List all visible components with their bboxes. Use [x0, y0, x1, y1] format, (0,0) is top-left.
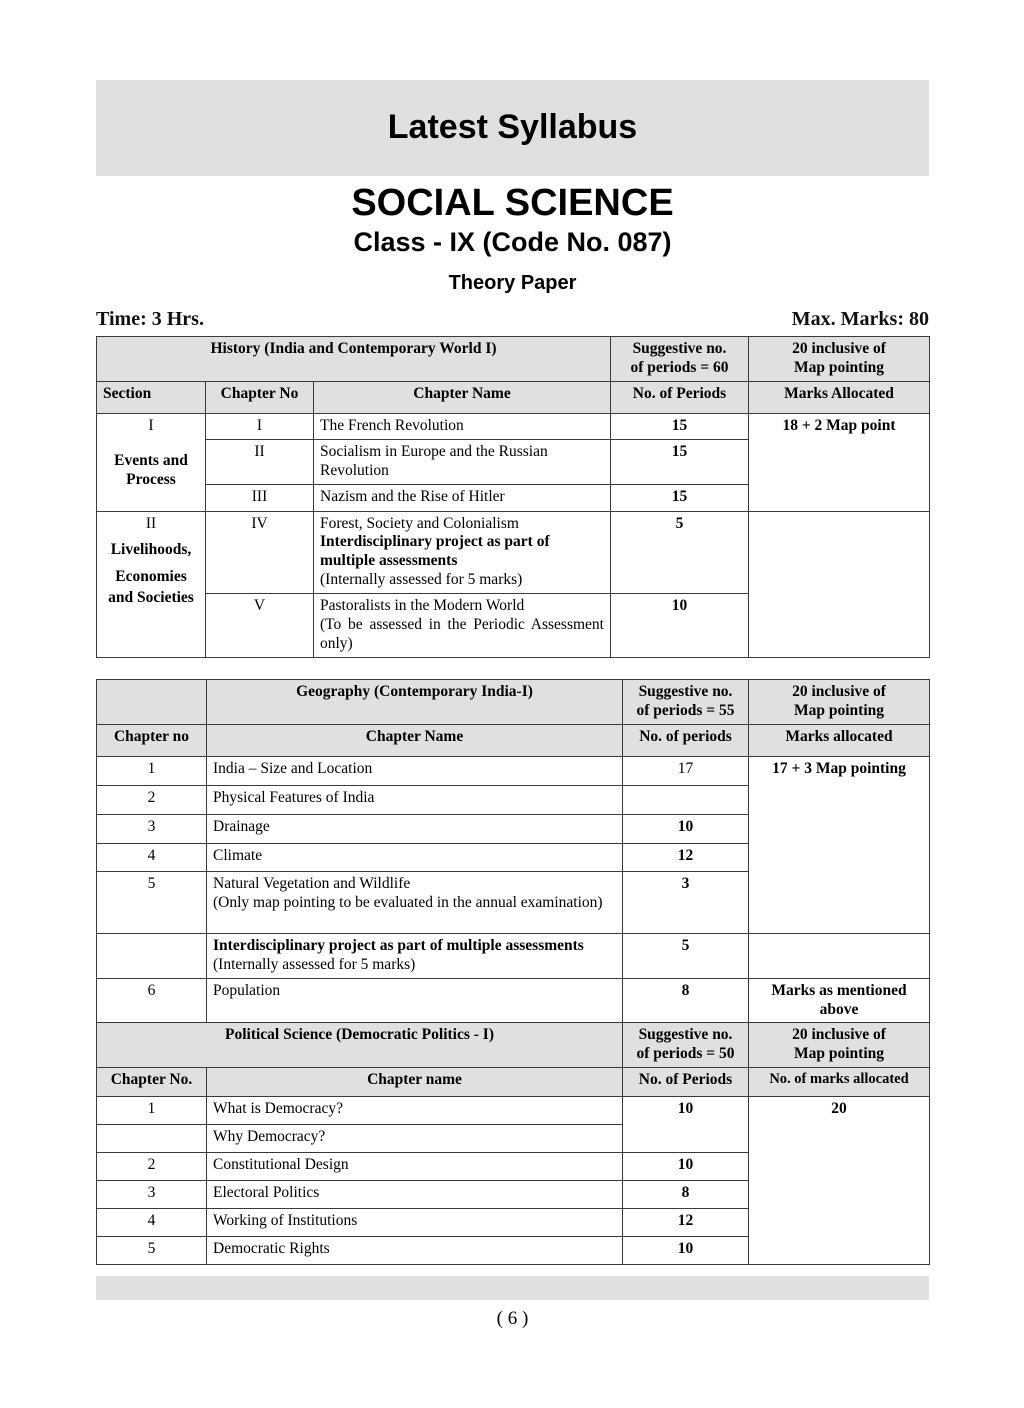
periods-cell: 3 — [623, 871, 749, 933]
table-column-header-row — [97, 381, 930, 413]
section-I-marks-cell: 18 + 2 Map point — [749, 413, 930, 511]
geo-marks-group-1: 17 + 3 Map pointing — [749, 756, 930, 933]
history-marks-note-line2: Map pointing — [793, 358, 884, 376]
chapter-name-cell: The French Revolution — [314, 413, 611, 439]
chapter-no-cell: II — [206, 439, 314, 484]
chapter-name-paren-note: (Internally assessed for 5 marks) — [213, 955, 416, 973]
geography-periods-note — [623, 680, 749, 725]
table-header-row — [97, 680, 930, 725]
history-marks-note — [749, 337, 930, 382]
chapter-name-cell: Constitutional Design — [207, 1153, 623, 1181]
chapter-no-cell: I — [206, 413, 314, 439]
chapter-name-cell: India – Size and Location — [207, 756, 623, 785]
chapter-no-cell: 1 — [97, 1097, 207, 1125]
section-I-roman: I — [148, 416, 154, 434]
chapter-no-cell: 2 — [97, 785, 207, 814]
chapter-name-paren-note: (To be assessed in the Periodic Assessment only) — [320, 616, 604, 652]
periods-cell — [623, 785, 749, 814]
chapter-no-cell: 3 — [97, 1181, 207, 1209]
periods-cell: 10 — [611, 594, 749, 658]
geography-polsci-syllabus-table — [96, 679, 930, 1265]
section-II-roman: II — [145, 514, 157, 532]
section-II-label-line2: Economies — [115, 568, 187, 586]
chapter-name-paren-note: (Only map pointing to be evaluated in the annual examination) — [213, 893, 603, 911]
chapter-no-cell: 5 — [97, 871, 207, 933]
exam-meta-row — [96, 308, 929, 332]
paper-type-label: Theory Paper — [448, 272, 577, 294]
latest-syllabus-banner — [96, 80, 929, 176]
table-header-row — [97, 1023, 930, 1068]
max-marks-label: Max. Marks: 80 — [791, 308, 929, 330]
section-I-label-line1: Events and — [114, 451, 188, 469]
periods-cell: 10 — [623, 814, 749, 843]
geo-marks-note-line2: Map pointing — [793, 701, 884, 719]
geo-periods-note-line1: Suggestive no. — [638, 683, 733, 700]
chapter-no-cell: 4 — [97, 843, 207, 871]
col-polsci-marks: No. of marks allocated — [749, 1068, 930, 1097]
chapter-name-bold-note: Interdisciplinary project as part of multiple assessments — [213, 936, 584, 954]
chapter-no-cell: 4 — [97, 1209, 207, 1237]
chapter-name-cell — [314, 594, 611, 658]
periods-cell: 15 — [611, 484, 749, 511]
chapter-name-main: Natural Vegetation and Wildlife — [213, 874, 411, 892]
table-row — [97, 1097, 930, 1125]
periods-cell: 12 — [623, 1209, 749, 1237]
periods-cell: 10 — [623, 1097, 749, 1153]
periods-cell: 5 — [611, 511, 749, 594]
chapter-name-cell: Socialism in Europe and the Russian Revolution — [314, 439, 611, 484]
polsci-marks-note-line1: 20 inclusive of — [792, 1026, 886, 1044]
table-row — [97, 933, 930, 978]
periods-cell: 12 — [623, 843, 749, 871]
section-II-label-line3: and Societies — [108, 589, 194, 607]
history-marks-note-line1: 20 inclusive of — [792, 340, 886, 357]
table-row — [97, 413, 930, 439]
chapter-no-cell-empty — [97, 933, 207, 978]
table-row — [97, 978, 930, 1023]
chapter-name-paren-note: (Internally assessed for 5 marks) — [320, 571, 523, 589]
chapter-name-cell: Democratic Rights — [207, 1237, 623, 1265]
time-label: Time: 3 Hrs. — [96, 308, 204, 330]
chapter-name-cell: Working of Institutions — [207, 1209, 623, 1237]
col-marks-allocated: Marks Allocated — [749, 381, 930, 413]
chapter-no-cell: 1 — [97, 756, 207, 785]
chapter-no-cell: V — [206, 594, 314, 658]
chapter-name-cell — [314, 511, 611, 594]
chapter-name-main: Pastoralists in the Modern World — [320, 597, 525, 615]
chapter-name-cell: Population — [207, 978, 623, 1023]
history-periods-note-line2: of periods = 60 — [630, 358, 729, 376]
table-row — [97, 756, 930, 785]
footer-band — [96, 1276, 929, 1300]
chapter-name-cell: Drainage — [207, 814, 623, 843]
history-periods-note-line1: Suggestive no. — [632, 340, 727, 357]
chapter-name-cell: Climate — [207, 843, 623, 871]
table-header-row — [97, 337, 930, 382]
chapter-name-cell: Electoral Politics — [207, 1181, 623, 1209]
polsci-title-cell: Political Science (Democratic Politics - I) — [97, 1023, 623, 1068]
col-geo-marks: Marks allocated — [749, 724, 930, 756]
polsci-periods-note — [623, 1023, 749, 1068]
banner-title: Latest Syllabus — [387, 108, 638, 146]
table-column-header-row — [97, 724, 930, 756]
col-polsci-periods: No. of Periods — [623, 1068, 749, 1097]
periods-cell: 8 — [623, 978, 749, 1023]
page-number: ( 6 ) — [496, 1308, 529, 1329]
col-geo-chapter-no: Chapter no — [97, 724, 207, 756]
chapter-name-cell — [207, 871, 623, 933]
history-title-cell: History (India and Contemporary World I) — [97, 337, 611, 382]
polsci-total-marks-cell: 20 — [749, 1097, 930, 1265]
col-no-of-periods: No. of Periods — [611, 381, 749, 413]
chapter-name-bold-note: Interdisciplinary project as part of multiple assessments — [320, 533, 550, 570]
col-polsci-chapter-name: Chapter name — [207, 1068, 623, 1097]
chapter-no-cell — [97, 1125, 207, 1153]
col-geo-periods: No. of periods — [623, 724, 749, 756]
periods-cell: 5 — [623, 933, 749, 978]
chapter-name-cell: Physical Features of India — [207, 785, 623, 814]
chapter-no-cell: 5 — [97, 1237, 207, 1265]
chapter-name-cell: What is Democracy? — [207, 1097, 623, 1125]
polsci-marks-note — [749, 1023, 930, 1068]
periods-cell: 17 — [623, 756, 749, 785]
chapter-no-cell: 2 — [97, 1153, 207, 1181]
polsci-periods-note-line1: Suggestive no. — [638, 1026, 733, 1044]
history-periods-note — [611, 337, 749, 382]
col-geo-chapter-name: Chapter Name — [207, 724, 623, 756]
geo-empty-corner — [97, 680, 207, 725]
geography-marks-note — [749, 680, 930, 725]
section-I-label-line2: Process — [126, 470, 176, 488]
geo-periods-note-line2: of periods = 55 — [636, 701, 735, 719]
geo-marks-blank-cell — [749, 933, 930, 978]
table-row — [97, 511, 930, 594]
section-II-marks-cell — [749, 511, 930, 657]
periods-cell: 15 — [611, 413, 749, 439]
geo-marks-group-2-line1: Marks as mentioned — [771, 981, 907, 999]
chapter-no-cell: IV — [206, 511, 314, 594]
table-column-header-row — [97, 1068, 930, 1097]
chapter-name-main: Forest, Society and Colonialism — [320, 514, 519, 532]
subject-title: SOCIAL SCIENCE — [351, 182, 674, 224]
col-chapter-name: Chapter Name — [314, 381, 611, 413]
periods-cell: 15 — [611, 439, 749, 484]
geo-marks-note-line1: 20 inclusive of — [792, 683, 886, 700]
chapter-name-cell: Why Democracy? — [207, 1125, 623, 1153]
periods-cell: 10 — [623, 1237, 749, 1265]
class-code-line: Class - IX (Code No. 087) — [353, 227, 672, 257]
chapter-no-cell: 3 — [97, 814, 207, 843]
chapter-no-cell: 6 — [97, 978, 207, 1023]
chapter-name-cell — [207, 933, 623, 978]
chapter-name-cell: Nazism and the Rise of Hitler — [314, 484, 611, 511]
section-II-label-line1: Livelihoods, — [110, 541, 192, 559]
section-I-cell — [97, 413, 206, 511]
geo-marks-group-2-line2: above — [819, 1000, 859, 1018]
geo-marks-group-2 — [749, 978, 930, 1023]
polsci-marks-note-line2: Map pointing — [793, 1045, 884, 1063]
polsci-periods-note-line2: of periods = 50 — [636, 1045, 735, 1063]
geography-title-cell: Geography (Contemporary India-I) — [207, 680, 623, 725]
history-syllabus-table — [96, 336, 930, 658]
periods-cell: 10 — [623, 1153, 749, 1181]
section-II-cell — [97, 511, 206, 657]
col-section: Section — [97, 381, 206, 413]
periods-cell: 8 — [623, 1181, 749, 1209]
col-chapter-no: Chapter No — [206, 381, 314, 413]
chapter-no-cell: III — [206, 484, 314, 511]
col-polsci-chapter-no: Chapter No. — [97, 1068, 207, 1097]
